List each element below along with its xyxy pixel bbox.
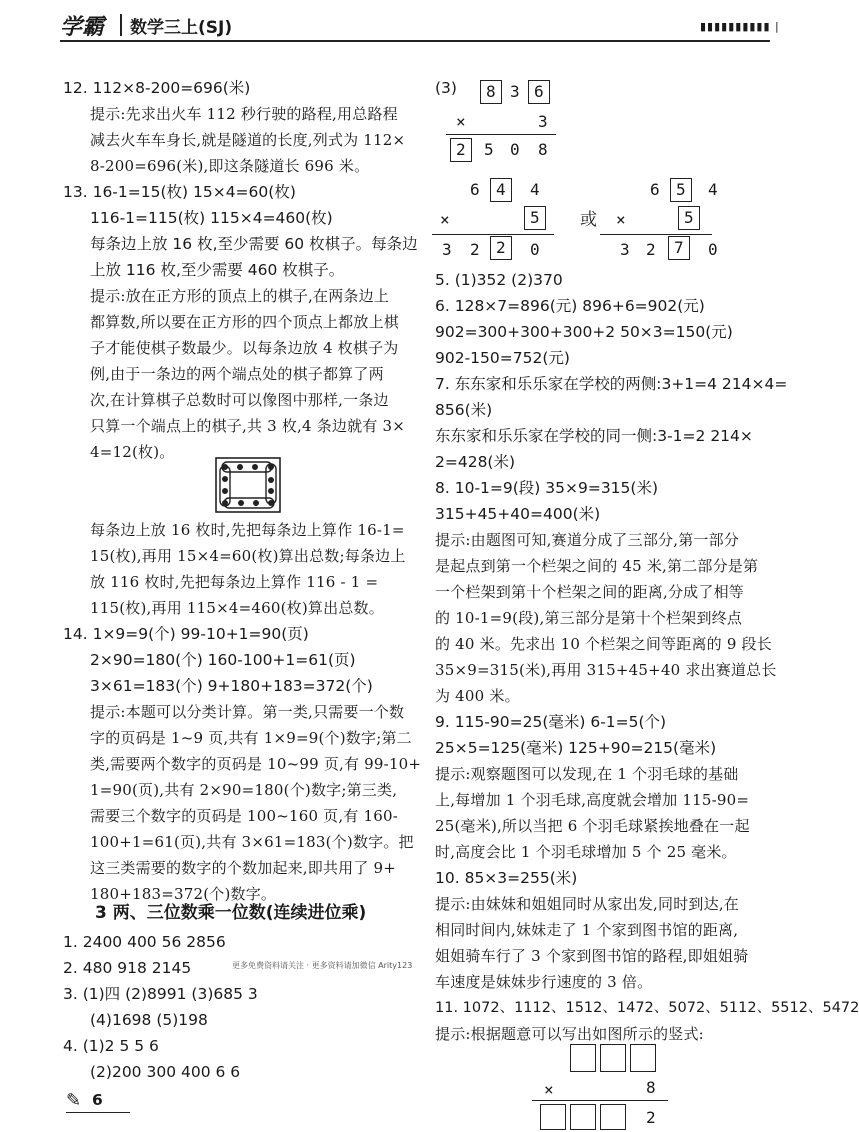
q8-tip-6: 35×9=315(米),再用 315+45+40 求出赛道总长 xyxy=(435,661,777,679)
q13-answer-3: 每条边上放 16 枚,至少需要 60 枚棋子。每条边 xyxy=(90,235,418,253)
m2-top-2: 4 xyxy=(496,180,506,199)
q10-tip-3: 姐姐骑车行了 3 个家到图书馆的路程,即姐姐骑 xyxy=(435,947,749,965)
q13-tip-4: 例,由于一条边的两个端点处的棋子都算了两 xyxy=(90,365,384,383)
q11-res-box-1 xyxy=(540,1104,566,1130)
q12-tip-2: 减去火车车身长,就是隧道的长度,列式为 112× xyxy=(90,131,406,149)
section-3-heading: 3 两、三位数乘一位数(连续进位乘) xyxy=(95,903,367,923)
chess-square-diagram xyxy=(214,456,282,514)
q13-tip-2: 都算数,所以要在正方形的四个顶点上都放上棋 xyxy=(90,313,399,331)
q11-last-digit: 2 xyxy=(646,1108,656,1127)
m2-times: × xyxy=(440,210,450,229)
m2-res-2: 2 xyxy=(470,240,480,259)
q9-tip-2: 上,每增加 1 个羽毛球,高度就会增加 115-90= xyxy=(435,791,750,809)
m3-mul: 5 xyxy=(684,208,694,227)
m3-res-2: 2 xyxy=(646,240,656,259)
q11-tip-1: 提示:根据题意可以写出如图所示的竖式: xyxy=(435,1025,704,1043)
q9-tip-4: 时,高度会比 1 个羽毛球增加 5 个 25 毫米。 xyxy=(435,843,737,861)
m3-rule xyxy=(600,234,712,235)
book-title: 数学三上(SJ) xyxy=(130,18,233,38)
q13-tip-10: 放 116 枚时,先把每条边上算作 116 - 1 = xyxy=(90,573,379,591)
m1-rule xyxy=(446,134,556,135)
q11-times: × xyxy=(544,1080,554,1099)
q11-top-box-3 xyxy=(630,1044,656,1072)
q12-tip-3: 8-200=696(米),即这条隧道长 696 米。 xyxy=(90,157,370,175)
q11-res-box-2 xyxy=(570,1104,596,1130)
q8-tip-4: 的 10-1=9(段),第三部分是第十个栏架到终点 xyxy=(435,609,743,627)
q13-tip-9: 15(枚),再用 15×4=60(枚)算出总数;每条边上 xyxy=(90,547,406,565)
m3-top-1: 6 xyxy=(650,180,660,199)
m1-mul: 3 xyxy=(538,112,548,131)
q14-tip-8: 180+183=372(个)数字。 xyxy=(90,885,277,903)
q13-tip-3: 子才能使棋子数最少。以每条边放 4 枚棋子为 xyxy=(90,339,399,357)
q8-tip-5: 的 40 米。先求出 10 个栏架之间等距离的 9 段长 xyxy=(435,635,772,653)
s3-q1: 1. 2400 400 56 2856 xyxy=(63,933,226,951)
m1-res-3: 0 xyxy=(510,140,520,159)
m2-res-1: 3 xyxy=(442,240,452,259)
p3-label: (3) xyxy=(435,79,457,97)
m3-res-1: 3 xyxy=(620,240,630,259)
q7-line-2: 856(米) xyxy=(435,401,493,419)
s3-q2: 2. 480 918 2145 xyxy=(63,959,192,977)
q8-tip-2: 是起点到第一个栏架之间的 45 米,第二部分是第 xyxy=(435,557,759,575)
page-number: 6 xyxy=(92,1091,103,1109)
m3-top-2: 5 xyxy=(676,180,686,199)
q13-tip-7: 4=12(枚)。 xyxy=(90,443,175,461)
q6-line-3: 902-150=752(元) xyxy=(435,349,570,367)
q9-tip-1: 提示:观察题图可以发现,在 1 个羽毛球的基础 xyxy=(435,765,739,783)
q11-top-box-1 xyxy=(570,1044,596,1072)
q11-mul: 8 xyxy=(646,1078,656,1097)
q14-answer-3: 3×61=183(个) 9+180+183=372(个) xyxy=(90,677,373,695)
q7-line-1: 7. 东东家和乐乐家在学校的两侧:3+1=4 214×4= xyxy=(435,375,788,393)
q13-tip-8: 每条边上放 16 枚时,先把每条边上算作 16-1= xyxy=(90,521,405,539)
q11-line-1: 11. 1072、1112、1512、1472、5072、5112、5512、5472 xyxy=(435,1000,859,1016)
m1-top-3: 6 xyxy=(534,82,544,101)
header-rule xyxy=(60,40,770,42)
q14-tip-5: 需要三个数字的页码是 100~160 页,有 160- xyxy=(90,807,399,825)
m1-top-1: 8 xyxy=(486,82,496,101)
q13-answer-4: 上放 116 枚,至少需要 460 枚棋子。 xyxy=(90,261,345,279)
q13-tip-11: 115(枚),再用 115×4=460(枚)算出总数。 xyxy=(90,599,384,617)
m2-top-1: 6 xyxy=(470,180,480,199)
q6-line-2: 902=300+300+300+2 50×3=150(元) xyxy=(435,323,733,341)
m2-top-3: 4 xyxy=(530,180,540,199)
q8-line-1: 8. 10-1=9(段) 35×9=315(米) xyxy=(435,479,659,497)
s3-q4a: 4. (1)2 5 5 6 xyxy=(63,1037,159,1055)
q10-tip-4: 车速度是妹妹步行速度的 3 倍。 xyxy=(435,973,653,991)
s3-q4b: (2)200 300 400 6 6 xyxy=(90,1063,241,1081)
q14-tip-4: 1=90(页),共有 2×90=180(个)数字;第三类, xyxy=(90,781,398,799)
m3-top-3: 4 xyxy=(708,180,718,199)
q14-tip-7: 这三类需要的数字的个数加起来,即共用了 9+ xyxy=(90,859,397,877)
m2-res-4: 0 xyxy=(530,240,540,259)
q14-tip-2: 字的页码是 1~9 页,共有 1×9=9(个)数字;第二 xyxy=(90,729,412,747)
or-label: 或 xyxy=(580,210,597,230)
s3-q3b: (4)1698 (5)198 xyxy=(90,1011,208,1029)
q11-rule xyxy=(532,1100,668,1101)
m1-times: × xyxy=(456,112,466,131)
q5: 5. (1)352 (2)370 xyxy=(435,271,563,289)
q13-answer-1: 13. 16-1=15(枚) 15×4=60(枚) xyxy=(63,183,296,201)
q13-tip-6: 只算一个端点上的棋子,共 3 枚,4 条边就有 3× xyxy=(90,417,406,435)
q7-line-3: 东东家和乐乐家在学校的同一侧:3-1=2 214× xyxy=(435,427,753,445)
m2-mul: 5 xyxy=(530,208,540,227)
q10-tip-1: 提示:由妹妹和姐姐同时从家出发,同时到达,在 xyxy=(435,895,739,913)
footer-rule xyxy=(66,1112,130,1113)
q14-answer-1: 14. 1×9=9(个) 99-10+1=90(页) xyxy=(63,625,309,643)
pencil-icon: ✎ xyxy=(66,1090,82,1111)
q14-tip-1: 提示:本题可以分类计算。第一类,只需要一个数 xyxy=(90,703,405,721)
q11-res-box-3 xyxy=(600,1104,626,1130)
brand-logo: 学霸 xyxy=(60,14,105,40)
q6-line-1: 6. 128×7=896(元) 896+6=902(元) xyxy=(435,297,705,315)
q8-line-2: 315+45+40=400(米) xyxy=(435,505,601,523)
q7-line-4: 2=428(米) xyxy=(435,453,516,471)
m3-res-3: 7 xyxy=(674,238,684,257)
q12-answer: 12. 112×8-200=696(米) xyxy=(63,79,251,97)
m1-res-4: 8 xyxy=(538,140,548,159)
q14-tip-3: 类,需要两个数字的页码是 10~99 页,有 99-10+ xyxy=(90,755,422,773)
m3-res-4: 0 xyxy=(708,240,718,259)
s3-q3a: 3. (1)四 (2)8991 (3)685 3 xyxy=(63,985,258,1003)
m2-res-3: 2 xyxy=(496,238,506,257)
q9-line-2: 25×5=125(毫米) 125+90=215(毫米) xyxy=(435,739,717,757)
q8-tip-7: 为 400 米。 xyxy=(435,687,520,705)
q12-tip-1: 提示:先求出火车 112 秒行驶的路程,用总路程 xyxy=(90,105,398,123)
header-marks-icon: ▮▮▮▮▮▮▮▮▮▮ | xyxy=(700,20,780,33)
m1-top-2: 3 xyxy=(510,82,520,101)
q8-tip-3: 一个栏架到第十个栏架之间的距离,分成了相等 xyxy=(435,583,744,601)
q14-tip-6: 100+1=61(页),共有 3×61=183(个)数字。把 xyxy=(90,833,414,851)
m1-res-2: 5 xyxy=(484,140,494,159)
q11-top-box-2 xyxy=(600,1044,626,1072)
q14-answer-2: 2×90=180(个) 160-100+1=61(页) xyxy=(90,651,356,669)
q13-tip-5: 次,在计算棋子总数时可以像图中那样,一条边 xyxy=(90,391,389,409)
q10-line-1: 10. 85×3=255(米) xyxy=(435,869,578,887)
m1-res-1: 2 xyxy=(456,140,466,159)
header-divider xyxy=(120,14,122,36)
q13-answer-2: 116-1=115(枚) 115×4=460(枚) xyxy=(90,209,333,227)
watermark: 更多免费资料请关注 · 更多资料请加微信 Arity123 xyxy=(232,961,413,970)
m3-times: × xyxy=(616,210,626,229)
q10-tip-2: 相同时间内,妹妹走了 1 个家到图书馆的距离, xyxy=(435,921,739,939)
q9-line-1: 9. 115-90=25(毫米) 6-1=5(个) xyxy=(435,713,667,731)
q13-tip-1: 提示:放在正方形的顶点上的棋子,在两条边上 xyxy=(90,287,390,305)
q8-tip-1: 提示:由题图可知,赛道分成了三部分,第一部分 xyxy=(435,531,739,549)
q9-tip-3: 25(毫米),所以当把 6 个羽毛球紧挨地叠在一起 xyxy=(435,817,750,835)
